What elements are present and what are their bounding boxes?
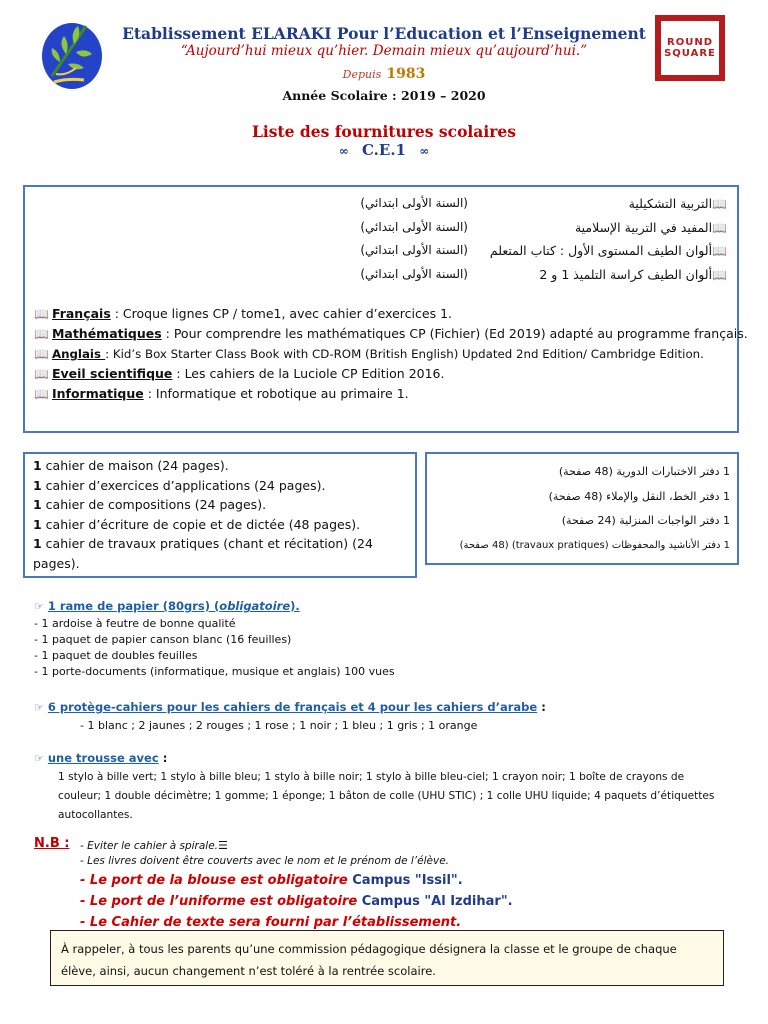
book-icon: 📖: [34, 347, 49, 361]
pencil-case-items: 1 stylo à bille vert; 1 stylo à bille bleu; 1 stylo à bille noir; 1 stylo à bille bleu-ciel; 1 crayon noir; 1 boîte de crayons de couleur; 1 double décimètre; 1 gomme; 1 éponge; 1 bâton de colle (UHU STIC) ; 1 colle UHU liquide; 4 paquets d’étiquettes autocollantes.: [58, 771, 715, 821]
since-year: 1983: [386, 66, 426, 82]
arabic-book-title: 📖ألوان الطيف كراسة التلميذ 1 و 2: [539, 266, 727, 282]
notebook-item-ar: 1 دفتر الاختبارات الدورية (48 صفحة): [558, 465, 730, 478]
nb-notes: [80, 838, 740, 932]
arabic-books-list: [24, 196, 734, 290]
arabic-book-title: 📖التربية التشكيلية: [628, 196, 727, 211]
arabic-book-row: [24, 196, 734, 220]
arabic-book-row: [24, 267, 734, 291]
pencil-case-section: [34, 748, 744, 825]
covers-heading: ☞ 6 protège-cahiers pour les cahiers de français et 4 pour les cahiers d’arabe :: [34, 700, 546, 714]
notebook-item: 1 cahier de compositions (24 pages).: [33, 497, 267, 512]
nb-line: - Le Cahier de texte sera fourni par l’établissement.: [80, 915, 462, 930]
pencil-case-heading: ☞ une trousse avec :: [34, 751, 168, 765]
arabic-book-title: 📖المفيد في التربية الإسلامية: [574, 219, 727, 235]
nb-line: - Les livres doivent être couverts avec le nom et le prénom de l’élève.: [80, 855, 449, 867]
book-icon: 📖: [34, 327, 49, 341]
book-row-maths: 📖 Mathématiques : Pour comprendre les mathématiques CP (Fichier) (Ed 2019) adapté au programme français.: [34, 326, 748, 341]
book-icon: 📖: [712, 267, 727, 282]
paper-item: - 1 porte-documents (informatique, musique et anglais) 100 vues: [34, 665, 395, 678]
pointing-hand-icon: ☞: [34, 600, 44, 613]
arabic-book-row: [24, 220, 734, 244]
arabic-book-level: (السنة الأولى ابتدائي): [360, 266, 468, 281]
nb-line: - Eviter le cahier à spirale.☰: [80, 839, 228, 852]
arabic-book-row: [24, 243, 734, 267]
covers-colors: - 1 blanc ; 2 jaunes ; 2 rouges ; 1 rose ; 1 noir ; 1 bleu ; 1 gris ; 1 orange: [80, 719, 478, 732]
notebook-spiral-icon: ☰: [218, 839, 228, 852]
pointing-hand-icon: ☞: [34, 752, 44, 765]
ornament-right-icon: ∞: [419, 144, 430, 158]
school-logo: [40, 12, 104, 92]
school-year: Année Scolaire : 2019 – 2020: [282, 88, 486, 103]
since-line: [112, 63, 656, 82]
book-icon: 📖: [34, 307, 49, 321]
notebook-item: 1 cahier d’exercices d’applications (24 pages).: [33, 477, 326, 493]
book-row-francais: 📖 Français : Croque lignes CP / tome1, avec cahier d’exercices 1.: [34, 306, 452, 321]
book-icon: 📖: [712, 220, 727, 235]
nb-label: N.B :: [34, 836, 70, 851]
reminder-box: [50, 930, 724, 986]
notebook-item-ar: 1 دفتر الواجبات المنزلية (24 صفحة): [561, 514, 730, 527]
notebook-item: 1 cahier de travaux pratiques (chant et récitation) (24 pages).: [33, 536, 373, 571]
book-icon: 📖: [712, 244, 727, 258]
paper-heading: ☞ 1 rame de papier (80grs) (obligatoire).: [34, 599, 300, 613]
page-title: Liste des fournitures scolaires: [251, 122, 516, 141]
arabic-book-level: (السنة الأولى ابتدائي): [360, 243, 468, 257]
notebook-item: 1 cahier d’écriture de copie et de dictée (48 pages).: [33, 516, 361, 532]
paper-section: [34, 596, 734, 680]
pointing-hand-icon: ☞: [34, 701, 44, 714]
paper-item: - 1 paquet de doubles feuilles: [34, 649, 198, 662]
reminder-line: élève, ainsi, aucun changement n’est toléré à la rentrée scolaire.: [61, 964, 436, 978]
notebook-item-ar: 1 دفتر الخط، النقل والإملاء (48 صفحة): [548, 489, 730, 503]
book-row-informatique: 📖 Informatique : Informatique et robotique au primaire 1.: [34, 386, 409, 401]
notebook-item-ar: 1 دفتر الأناشيد والمحفوظات (travaux pratiques) (48 صفحة): [459, 539, 730, 551]
arabic-book-level: (السنة الأولى ابتدائي): [360, 219, 468, 234]
book-icon: 📖: [34, 367, 49, 381]
book-row-anglais: 📖 Anglais : Kid’s Box Starter Class Book with CD-ROM (British English) Updated 2nd Edition/ Cambridge Edition.: [34, 347, 704, 361]
ornament-left-icon: ∞: [338, 144, 349, 158]
arabic-book-title: 📖ألوان الطيف المستوى الأول : كتاب المتعلم: [489, 243, 727, 258]
round-square-logo: [655, 15, 725, 81]
french-books-list: [34, 304, 748, 404]
nb-line: - Le port de l’uniforme est obligatoire Campus "Al Izdihar".: [80, 894, 513, 909]
school-motto: “Aujourd’hui mieux qu’hier. Demain mieux qu’aujourd’hui.”: [180, 43, 588, 59]
paper-item: - 1 ardoise à feutre de bonne qualité: [34, 617, 236, 630]
arabic-book-level: (السنة الأولى ابتدائي): [360, 196, 468, 210]
reminder-line: À rappeler, à tous les parents qu’une commission pédagogique désignera la classe et le groupe de chaque: [61, 942, 677, 956]
book-icon: 📖: [34, 387, 49, 401]
notebook-item: 1 cahier de maison (24 pages).: [33, 458, 229, 473]
school-name: Etablissement ELARAKI Pour l’Education et l’Enseignement: [122, 24, 646, 43]
class-name: C.E.1: [362, 141, 406, 159]
book-row-eveil: 📖 Eveil scientifique : Les cahiers de la Luciole CP Edition 2016.: [34, 366, 445, 381]
round-square-line2: SQUARE: [664, 48, 716, 59]
notebooks-ar-list: [430, 460, 730, 558]
round-square-line1: ROUND: [667, 37, 713, 48]
covers-section: [34, 697, 744, 734]
class-title: [0, 141, 768, 159]
notebooks-fr-list: [33, 456, 413, 573]
book-icon: 📖: [712, 197, 727, 211]
nb-line: - Le port de la blouse est obligatoire Campus "Issil".: [80, 873, 463, 888]
paper-item: - 1 paquet de papier canson blanc (16 feuilles): [34, 633, 292, 646]
since-label: Depuis: [342, 68, 382, 81]
